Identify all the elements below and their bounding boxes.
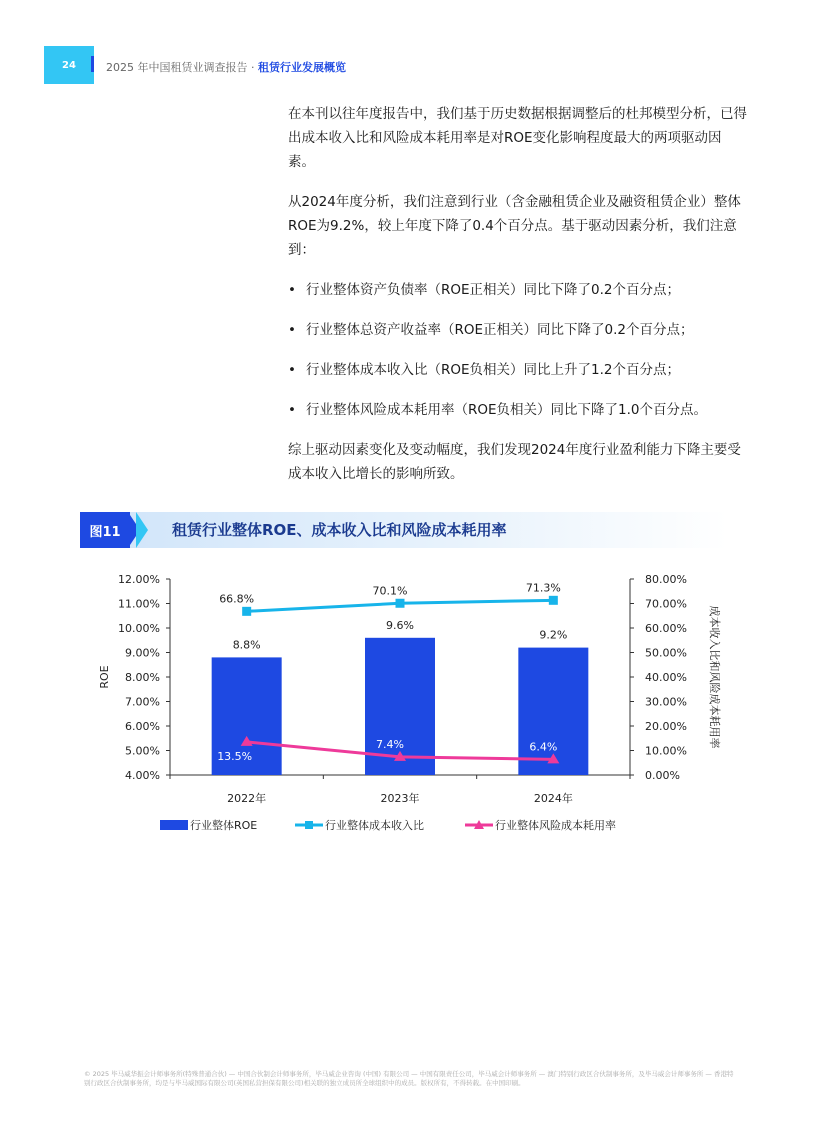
- risk-cost-data-label: 6.4%: [529, 740, 558, 754]
- y-tick-label: 9.00%: [125, 646, 160, 660]
- y2-tick-label: 40.00%: [645, 671, 687, 684]
- legend-label: 行业整体风险成本耗用率: [495, 819, 616, 832]
- x-tick-label: 2022年: [227, 792, 267, 805]
- y-tick-label: 10.00%: [118, 622, 160, 635]
- y2-tick-label: 30.00%: [645, 695, 687, 709]
- chevron-right-icon: [136, 512, 148, 548]
- page-number: 24: [44, 46, 94, 84]
- figure-title: 租赁行业整体ROE、成本收入比和风险成本耗用率: [172, 521, 507, 539]
- bullet-list: [288, 278, 748, 422]
- bar-data-label: 9.6%: [386, 618, 414, 632]
- paragraph-2: 从2024年度分析，我们注意到行业（含金融租赁企业及融资租赁企业）整体ROE为9.2%，较上年度下降了0.4个百分点。基于驱动因素分析，我们注意到：: [288, 194, 741, 258]
- y-tick-label: 11.00%: [118, 597, 160, 611]
- combo-chart: [80, 560, 740, 850]
- y2-tick-label: 20.00%: [645, 720, 687, 733]
- y2-tick-label: 70.00%: [645, 597, 687, 611]
- y2-tick-label: 0.00%: [645, 769, 680, 782]
- y2-tick-label: 50.00%: [645, 646, 687, 660]
- bar-data-label: 9.2%: [539, 628, 568, 642]
- header-divider: [91, 56, 94, 72]
- cost-income-data-label: 71.3%: [525, 581, 561, 595]
- list-item: • 行业整体资产负债率（ROE正相关）同比下降了0.2个百分点；: [288, 278, 748, 302]
- legend-label: 行业整体ROE: [190, 819, 258, 832]
- paragraph-1: 在本刊以往年度报告中，我们基于历史数据根据调整后的杜邦模型分析，已得出成本收入比和风险成本耗用率是对ROE变化影响程度最大的两项驱动因素。: [288, 106, 747, 170]
- cost-income-data-label: 66.8%: [219, 592, 255, 606]
- cost-income-point: [396, 599, 405, 608]
- y-axis-title: ROE: [98, 665, 111, 689]
- y2-tick-label: 80.00%: [645, 573, 687, 586]
- body-text: [288, 102, 748, 502]
- y-tick-label: 4.00%: [125, 769, 160, 782]
- cost-income-point: [549, 596, 558, 605]
- risk-cost-data-label: 13.5%: [217, 749, 253, 763]
- report-title: 2025 年中国租赁业调查报告 ·: [106, 61, 255, 74]
- y-tick-label: 5.00%: [125, 744, 160, 758]
- y-tick-label: 7.00%: [125, 695, 160, 709]
- legend-marker-cost-income: [305, 821, 313, 829]
- x-tick-label: 2023年: [380, 792, 420, 805]
- figure-tag: 图11: [80, 512, 130, 548]
- y-tick-label: 8.00%: [125, 671, 160, 684]
- y2-tick-label: 60.00%: [645, 622, 687, 635]
- footer-copyright: © 2025 毕马威华振会计师事务所(特殊普通合伙) — 中国合伙制会计师事务所，毕马威企业咨询 (中国) 有限公司 — 中国有限责任公司，毕马威会计师事务所 — 澳门特别行政区合伙制事务所，及毕马威会计师事务所 — 香港特别行政区合伙制事务所，均是与毕马威国际有限公司(英国私营担保有限公司)相关联的独立成员所全球组织中的成员。版权所有，不得转载。在中国印刷。: [84, 1070, 734, 1087]
- section-title: 租赁行业发展概览: [257, 61, 346, 74]
- bar-data-label: 8.8%: [232, 638, 261, 652]
- list-item: • 行业整体总资产收益率（ROE正相关）同比下降了0.2个百分点；: [288, 318, 748, 342]
- y-tick-label: 6.00%: [125, 720, 160, 733]
- cost-income-data-label: 70.1%: [372, 584, 408, 598]
- list-item: • 行业整体成本收入比（ROE负相关）同比上升了1.2个百分点；: [288, 358, 748, 382]
- y-tick-label: 12.00%: [118, 573, 160, 586]
- paragraph-3: 综上驱动因素变化及变动幅度，我们发现2024年度行业盈利能力下降主要受成本收入比增长的影响所致。: [288, 442, 741, 482]
- y2-tick-label: 10.00%: [645, 744, 687, 758]
- list-item: • 行业整体风险成本耗用率（ROE负相关）同比下降了1.0个百分点。: [288, 398, 748, 422]
- running-header: [106, 59, 346, 75]
- y2-axis-title: 成本收入比和风险成本耗用率: [708, 605, 721, 749]
- risk-cost-data-label: 7.4%: [376, 737, 404, 751]
- legend-label: 行业整体成本收入比: [325, 819, 424, 832]
- legend-swatch-roe: [160, 820, 188, 830]
- cost-income-point: [242, 607, 251, 616]
- x-tick-label: 2024年: [533, 792, 573, 805]
